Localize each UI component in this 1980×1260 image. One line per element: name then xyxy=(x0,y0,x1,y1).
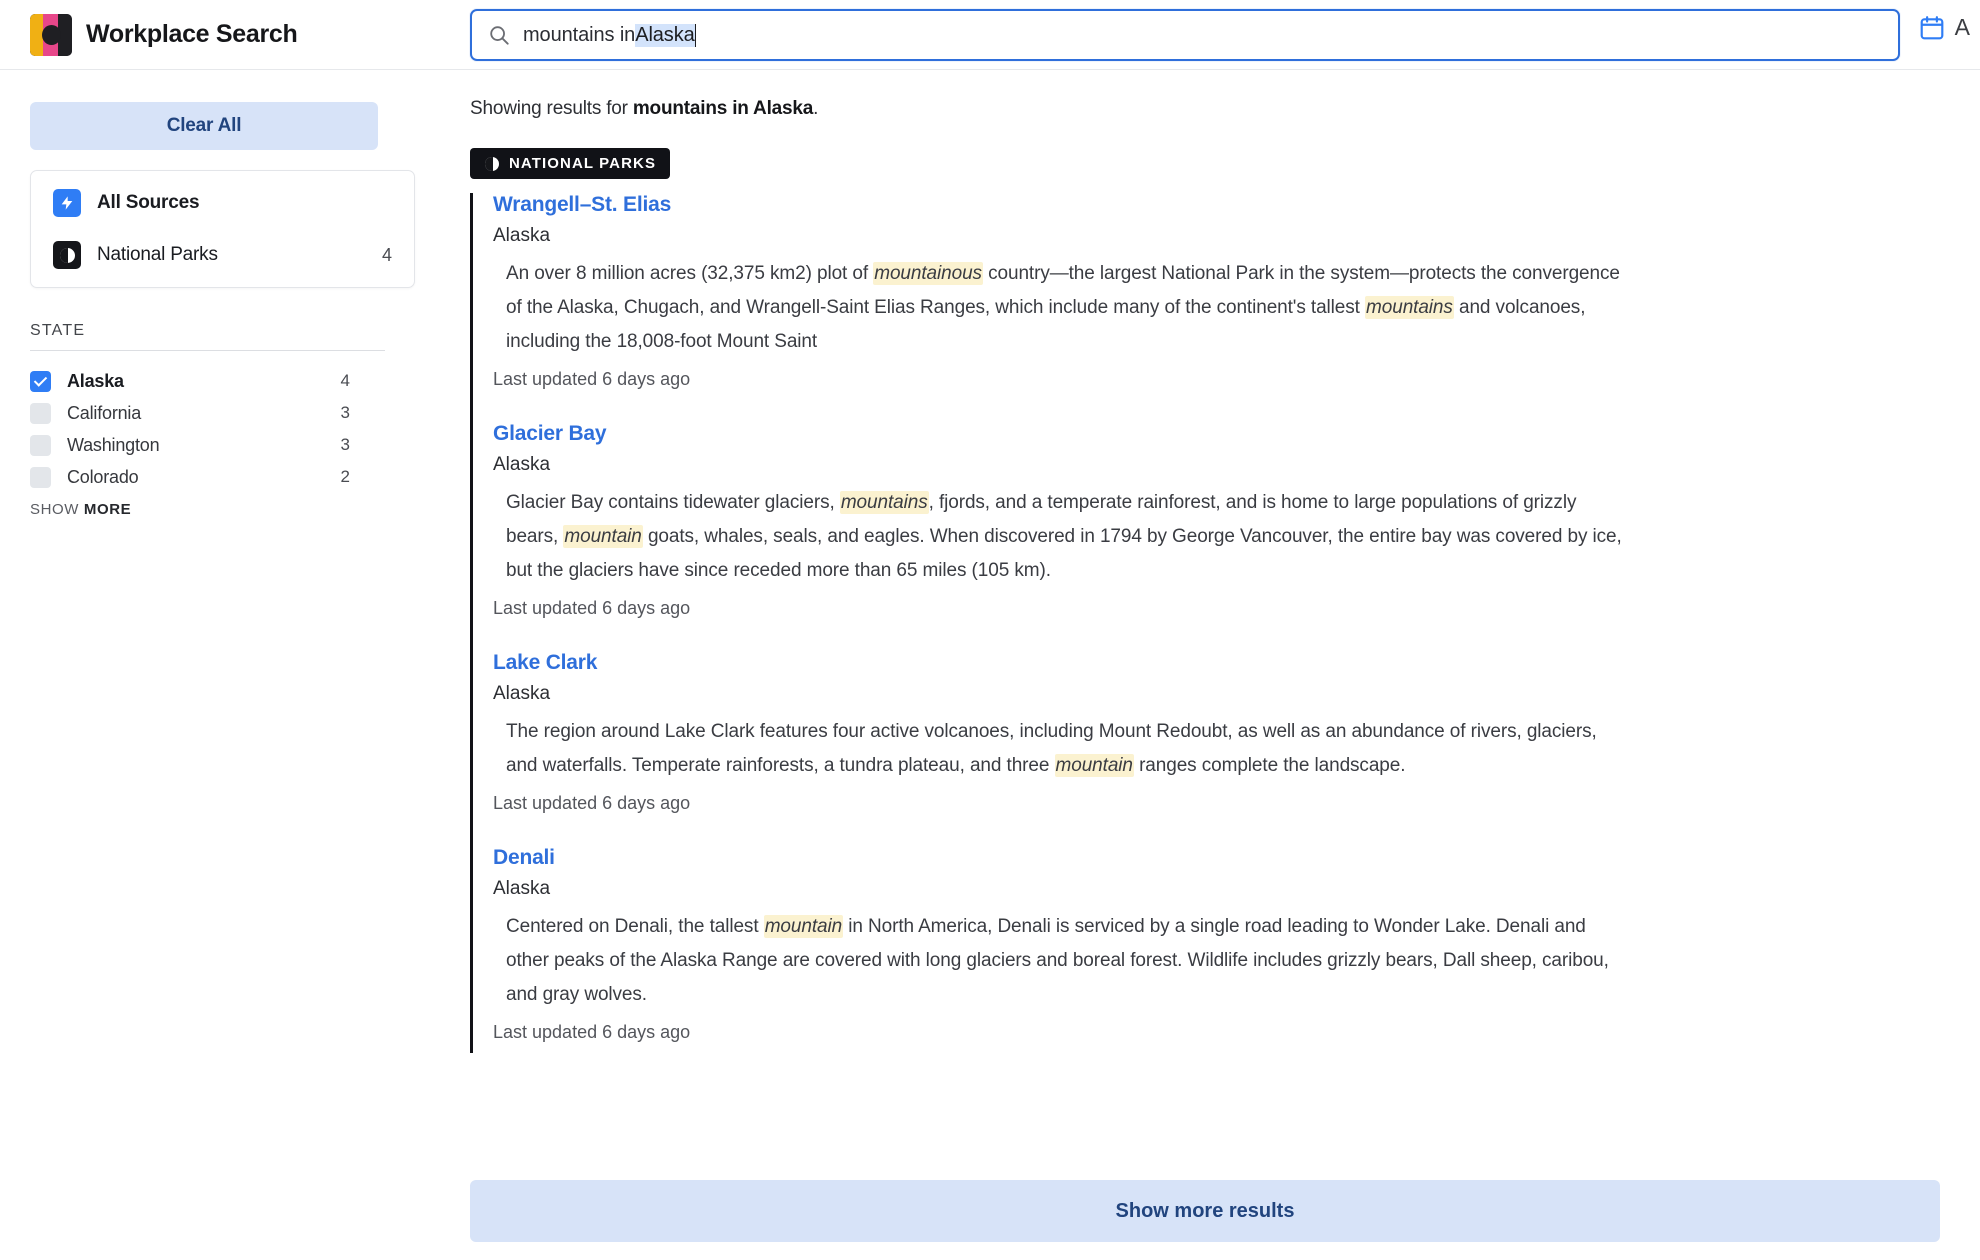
facet-item-california[interactable] xyxy=(30,397,412,429)
result-state: Alaska xyxy=(493,225,551,246)
facet-item-washington[interactable] xyxy=(30,429,412,461)
showing-suffix: . xyxy=(813,98,819,119)
search-icon xyxy=(488,24,510,46)
facet-group-title: STATE xyxy=(30,322,86,339)
facet-label: Alaska xyxy=(67,370,124,391)
sidebar-item-all-sources[interactable] xyxy=(31,177,414,229)
facet-count: 2 xyxy=(340,467,350,486)
result-updated: Last updated 6 days ago xyxy=(493,598,691,618)
result-item xyxy=(493,651,1940,824)
facet-item-colorado[interactable] xyxy=(30,461,412,493)
moon-icon xyxy=(484,156,499,171)
bolt-icon xyxy=(53,189,81,217)
search-query-selection: Alaska xyxy=(635,23,695,46)
show-more-label-bold: MORE xyxy=(83,501,132,518)
facet-count: 3 xyxy=(340,435,350,454)
result-snippet: Centered on Denali, the tallest mountain in North America, Denali is serviced by a single road leading to Wonder Lake. Denali and other peaks of the Alaska Range are covered with long glaciers and boreal forest. Wildlife includes grizzly bears, Dall sheep, caribou, and gray wolves. xyxy=(506,916,1609,1005)
avatar[interactable]: A xyxy=(1954,14,1970,40)
checkbox[interactable] xyxy=(30,435,51,456)
header-actions xyxy=(1919,14,1970,41)
search-bar-wrapper xyxy=(470,9,1900,61)
facet-count: 4 xyxy=(340,371,350,390)
result-state: Alaska xyxy=(493,878,551,899)
result-title-link[interactable]: Lake Clark xyxy=(493,651,598,674)
result-title-link[interactable]: Denali xyxy=(493,846,555,869)
sidebar-item-label: National Parks xyxy=(97,244,218,265)
checkbox[interactable] xyxy=(30,467,51,488)
results-list xyxy=(470,193,1940,1053)
result-title-link[interactable]: Wrangell–St. Elias xyxy=(493,193,672,216)
facet-label: Washington xyxy=(67,434,160,455)
group-badge-label: NATIONAL PARKS xyxy=(509,155,657,172)
facet-count: 3 xyxy=(340,403,350,422)
result-item xyxy=(493,422,1940,629)
facet-list xyxy=(30,365,412,518)
moon-icon xyxy=(53,241,81,269)
clear-all-button[interactable]: Clear All xyxy=(30,102,378,150)
app-header xyxy=(0,0,1980,70)
show-more-facets-button[interactable] xyxy=(30,501,412,518)
sidebar-item-count: 4 xyxy=(381,244,392,265)
result-snippet: An over 8 million acres (32,375 km2) plot of mountainous country—the largest National Park in the system—protects the convergence of the Alaska, Chugach, and Wrangell-Saint Elias Ranges, which include many of the continent's tallest mountains and volcanoes, including the 18,008-foot Mount Saint xyxy=(506,263,1620,352)
text-caret xyxy=(695,24,697,47)
show-more-label: SHOW xyxy=(30,501,80,518)
result-title-link[interactable]: Glacier Bay xyxy=(493,422,607,445)
result-updated: Last updated 6 days ago xyxy=(493,793,691,813)
result-updated: Last updated 6 days ago xyxy=(493,1022,691,1042)
result-updated: Last updated 6 days ago xyxy=(493,369,691,389)
sidebar-item-label: All Sources xyxy=(97,192,200,213)
result-item xyxy=(493,846,1940,1053)
facet-label: California xyxy=(67,402,142,423)
brand xyxy=(0,14,440,56)
result-item xyxy=(493,193,1940,400)
result-snippet: Glacier Bay contains tidewater glaciers, mountains, fjords, and a temperate rainforest, and is home to large populations of grizzly bears, mountain goats, whales, seals, and eagles. When discovered in 1794 by George Vancouver, the entire bay was covered by ice, but the glaciers have since receded more than 65 miles (105 km). xyxy=(506,492,1622,581)
result-snippet: The region around Lake Clark features four active volcanoes, including Mount Redoubt, as well as an abundance of rivers, glaciers, and waterfalls. Temperate rainforests, a tundra plateau, and three mountain ranges complete the landscape. xyxy=(506,721,1597,776)
result-state: Alaska xyxy=(493,454,551,475)
calendar-icon[interactable] xyxy=(1919,15,1945,41)
showing-results-text xyxy=(470,98,1940,120)
workplace-search-logo xyxy=(30,14,72,56)
filters-sidebar xyxy=(0,70,440,1259)
showing-query: mountains in Alaska xyxy=(632,98,814,119)
app-body xyxy=(0,70,1980,1259)
sources-card xyxy=(30,170,415,288)
checkbox[interactable] xyxy=(30,403,51,424)
search-input[interactable] xyxy=(470,9,1900,61)
show-more-results-button[interactable]: Show more results xyxy=(470,1180,1940,1242)
group-badge-national-parks xyxy=(470,148,670,179)
page-title: Workplace Search xyxy=(86,20,298,48)
search-query-prefix: mountains in xyxy=(523,23,636,46)
divider xyxy=(30,350,385,351)
sidebar-item-national-parks[interactable] xyxy=(31,229,414,281)
search-input-value xyxy=(523,24,696,47)
showing-prefix: Showing results for xyxy=(470,98,633,119)
checkbox[interactable] xyxy=(30,371,51,392)
facet-item-alaska[interactable] xyxy=(30,365,412,397)
results-pane xyxy=(440,70,1980,1259)
result-state: Alaska xyxy=(493,683,551,704)
facet-label: Colorado xyxy=(67,466,139,487)
